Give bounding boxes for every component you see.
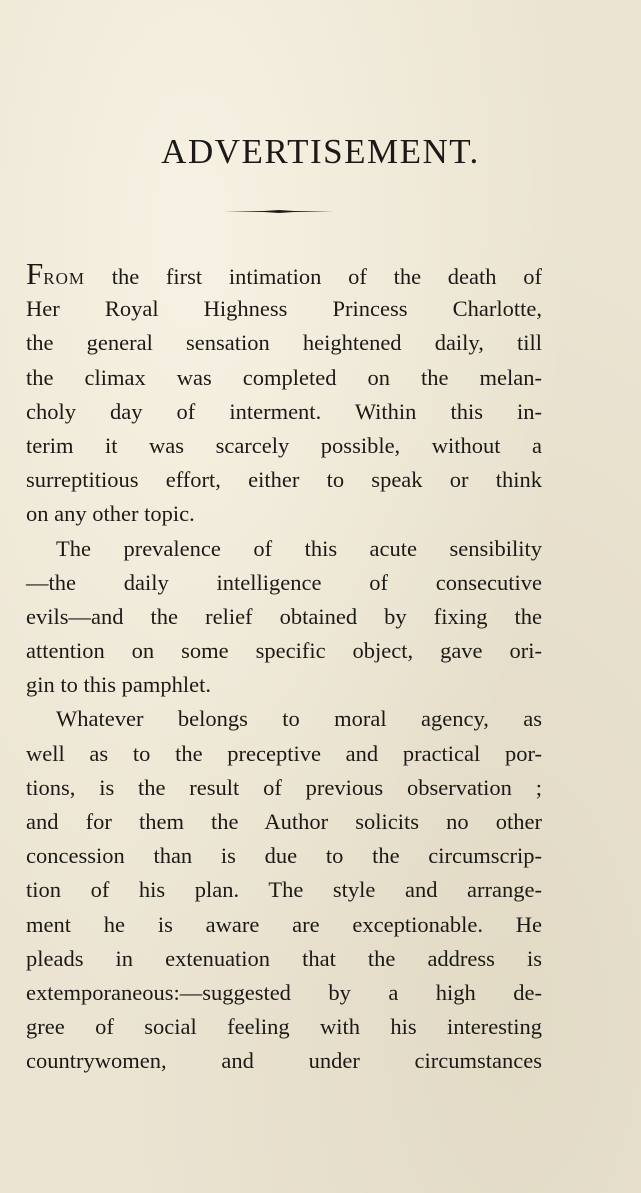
ornamental-rule [224,210,334,213]
advertisement-text [26,258,542,1079]
text-line: gree of social feeling with his interesting [26,1014,542,1040]
drop-cap: F [26,256,44,291]
text-line: the climax was completed on the melan- [26,364,542,390]
text-line: countrywomen, and under circumstances [26,1048,542,1074]
text-line: on any other topic. [26,501,195,527]
text-line: gin to this pamphlet. [26,672,211,698]
text-line: attention on some specific object, gave ori- [26,638,542,664]
text-line: the general sensation heightened daily, till [26,330,542,356]
text-line: and for them the Author solicits no other [26,809,542,834]
text-line: concession than is due to the circumscrip- [26,843,542,869]
text-line-1 [26,258,542,292]
text-line: Whatever belongs to moral agency, as [56,706,542,732]
text-line: terim it was scarcely possible, without a [26,432,542,458]
text-line: ment he is aware are exceptionable. He [26,911,542,937]
text-line: well as to the preceptive and practical por- [26,740,542,766]
text-line: evils—and the relief obtained by fixing the [26,603,542,629]
page-title: ADVERTISEMENT. [161,132,480,171]
text-line: The prevalence of this acute sensibility [56,535,542,561]
text-line: choly day of interment. Within this in- [26,398,542,424]
text-line: pleads in extenuation that the address is [26,945,542,971]
text-line: Her Royal Highness Princess Charlotte, [26,296,542,322]
text-line: surreptitious effort, either to speak or think [26,467,542,493]
text-line: extemporaneous:—suggested by a high de- [26,979,542,1005]
text-line: —the daily intelligence of consecutive [26,569,542,595]
small-caps-word: ROM [43,269,85,288]
first-line-text: the first intimation of the death of [84,264,542,289]
text-line: tions, is the result of previous observation ; [26,774,542,800]
text-line: tion of his plan. The style and arrange- [26,877,542,903]
